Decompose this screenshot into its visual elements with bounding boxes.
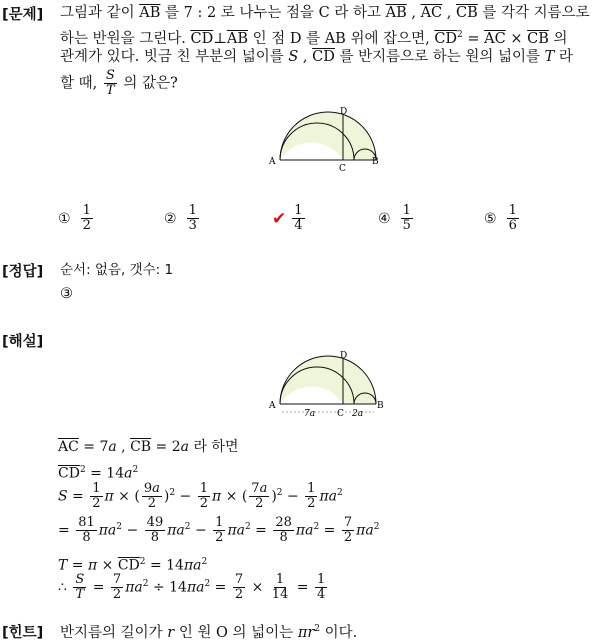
problem-figure — [266, 106, 382, 172]
option-5[interactable]: ⑤ $\frac{1}{6}$ — [484, 203, 517, 233]
fig2-label-a: A — [269, 401, 276, 411]
fig2-label-b: B — [377, 401, 384, 411]
solution-line-6: ∴ $\frac{S}{T}$ = $\frac{7}{2}$ $\pi a^2 \div 14\pi a^2$ = $\frac{7}{2}$ × $\frac{1}{14}$ = $\frac{1}{4}$ — [58, 572, 326, 602]
fig2-label-d: D — [340, 351, 348, 361]
fig2-label-c: C — [337, 409, 344, 419]
answer-options — [58, 204, 578, 244]
problem-line-4: 할 때, $\frac{S}{T}$ 의 값은? — [60, 68, 178, 98]
option-3[interactable]: ✔ $\frac{1}{4}$ — [272, 203, 303, 233]
answer-line-1: 순서: 없음, 갯수: 1 — [60, 262, 174, 278]
answer-line-2: ③ — [60, 286, 73, 302]
hint-label: [힌트] — [2, 625, 44, 641]
solution-line-5: $T = \pi \times \overline{CD}^2 = 14\pi a^2$ — [58, 557, 208, 574]
option-4[interactable]: ④ $\frac{1}{5}$ — [378, 203, 411, 233]
fig1-label-c: C — [339, 164, 346, 172]
option-1[interactable]: ① $\frac{1}{2}$ — [58, 203, 91, 233]
fig2-seg-ac: 7a — [304, 409, 316, 419]
solution-line-2: $\overline{CD}^2 = 14a^2$ — [58, 465, 139, 482]
problem-line-3: 관계가 있다. 빗금 친 부분의 넓이를 S , $\overline{CD}$ 를 반지름으로 하는 원의 넓이를 T 라 — [60, 49, 573, 65]
check-mark-icon: ✔ — [272, 208, 287, 229]
problem-line-2: 하는 반원을 그린다. $\overline{CD}\perp\overline{AB}$ 인 점 D 를 AB 위에 잡으면, $\overline{CD}^2 = \overline{AC} \times \overline{CB}$ 의 — [60, 30, 568, 47]
fig2-seg-cb: 2a — [352, 409, 364, 419]
answer-label: [정답] — [2, 264, 44, 280]
problem-line-1: 그림과 같이 $\overline{AB}$ 를 7 : 2 로 나누는 점을 C 라 하고 $\overline{AB}$ , $\overline{AC}$ , $\overline{CB}$ 를 각각 지름으로 — [60, 5, 590, 21]
hint-text: 반지름의 길이가 r 인 원 O 의 넓이는 $\pi r^2$ 이다. — [60, 624, 358, 641]
fig1-label-b: B — [372, 157, 379, 167]
solution-figure — [266, 350, 386, 420]
problem-label: [문제] — [2, 7, 44, 23]
fig1-label-a: A — [269, 157, 276, 167]
option-2[interactable]: ② $\frac{1}{3}$ — [164, 203, 197, 233]
fig1-label-d: D — [340, 107, 348, 117]
solution-line-3: S = $\frac{1}{2}$ π × ( $\frac{9a}{2}$ )$^2$ − $\frac{1}{2}$ π × ( $\frac{7a}{2}$ )$^2$ − $\frac{1}{2}$ $\pi a^2$ — [58, 481, 343, 511]
solution-line-1: $\overline{AC} = 7a$ , $\overline{CB} = 2a$ 라 하면 — [58, 439, 239, 455]
solution-label: [해설] — [2, 334, 44, 350]
solution-line-4: = $\frac{81}{8}$ $\pi a^2$ − $\frac{49}{8}$ $\pi a^2$ − $\frac{1}{2}$ $\pi a^2$ = $\frac{28}{8}$ $\pi a^2$ = $\frac{7}{2}$ $\pi a^2$ — [58, 515, 380, 545]
